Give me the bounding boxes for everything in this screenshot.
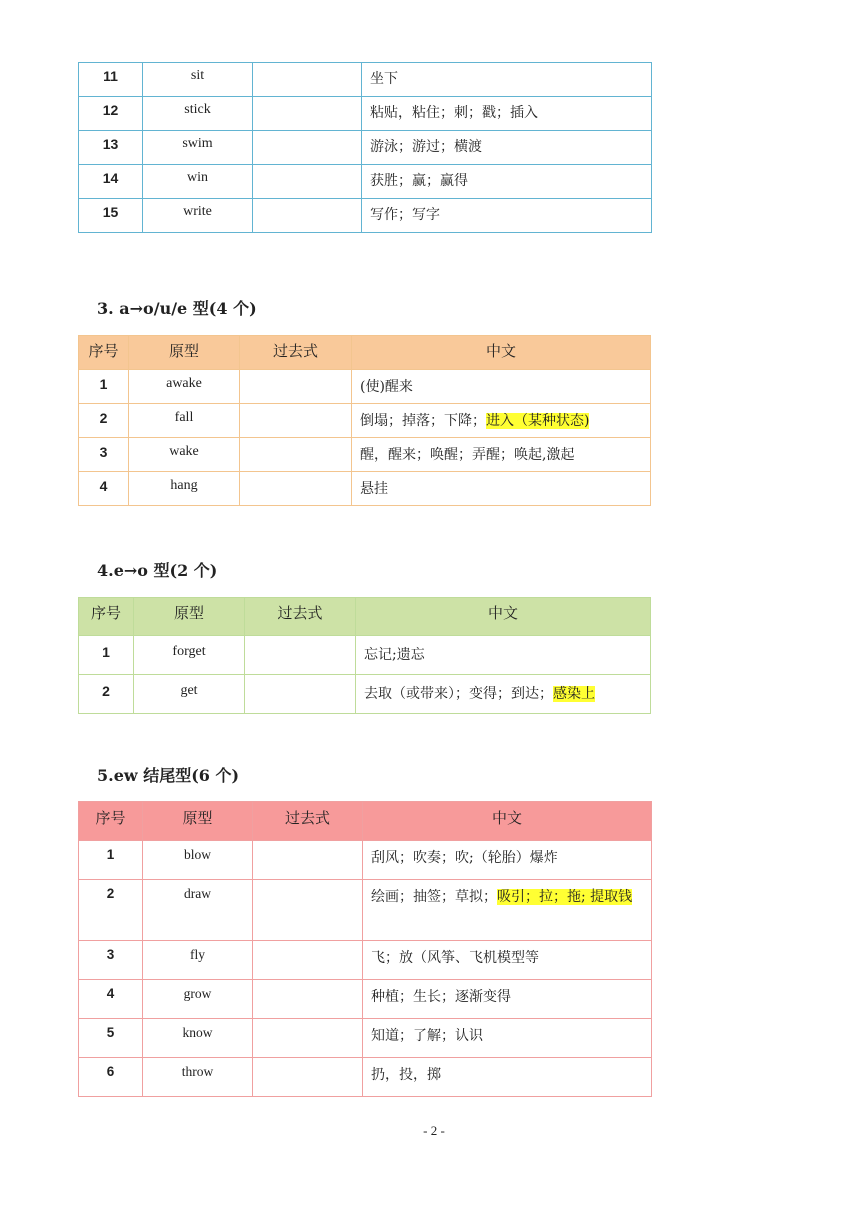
meaning-text: 倒塌；掉落；下降；: [360, 413, 486, 429]
table-row: [79, 370, 651, 404]
row-number: 2: [79, 675, 134, 714]
base-form: wake: [129, 438, 240, 472]
past-tense: [253, 980, 363, 1019]
column-header: 中文: [363, 802, 652, 841]
table-row: [79, 404, 651, 438]
section-title-3: 3. a→o/u/e 型(4 个): [97, 299, 257, 318]
base-form: write: [143, 199, 253, 233]
base-form: hang: [129, 472, 240, 506]
base-form: win: [143, 165, 253, 199]
table-row: [79, 165, 652, 199]
section-title-4: 4.e→o 型(2 个): [97, 561, 218, 580]
chinese-meaning: [363, 1058, 652, 1097]
base-form: know: [143, 1019, 253, 1058]
chinese-meaning: [352, 370, 651, 404]
row-number: 1: [79, 636, 134, 675]
column-header: 过去式: [245, 598, 356, 636]
column-header: 原型: [129, 336, 240, 370]
table-row: [79, 636, 651, 675]
column-header: 原型: [134, 598, 245, 636]
past-tense: [253, 880, 363, 941]
row-number: 2: [79, 880, 143, 941]
base-form: grow: [143, 980, 253, 1019]
base-form: sit: [143, 63, 253, 97]
meaning-text: 坐下: [370, 71, 398, 87]
table-row: [79, 199, 652, 233]
meaning-text: 种植；生长；逐渐变得: [371, 989, 511, 1005]
base-form: forget: [134, 636, 245, 675]
meaning-text: 醒，醒来；唤醒；弄醒；唤起,激起: [360, 447, 575, 463]
chinese-meaning: [352, 404, 651, 438]
base-form: awake: [129, 370, 240, 404]
past-tense: [253, 841, 363, 880]
row-number: 3: [79, 438, 129, 472]
row-number: 13: [79, 131, 143, 165]
row-number: 11: [79, 63, 143, 97]
section-title-5: 5.ew 结尾型(6 个): [97, 766, 240, 785]
base-form: draw: [143, 880, 253, 941]
past-tense: [240, 472, 352, 506]
meaning-text: 获胜；赢；赢得: [370, 173, 468, 189]
meaning-highlight: 感染上: [553, 686, 595, 702]
table-body: [79, 598, 651, 714]
table-row: [79, 880, 652, 941]
row-number: 5: [79, 1019, 143, 1058]
column-header: 中文: [352, 336, 651, 370]
row-number: 1: [79, 841, 143, 880]
row-number: 4: [79, 980, 143, 1019]
verb-table-a-to-o-u-e: [78, 335, 651, 506]
table-row: [79, 980, 652, 1019]
verb-table-continued: [78, 62, 652, 233]
column-header: 中文: [356, 598, 651, 636]
meaning-text: 绘画；抽签；草拟；: [371, 889, 497, 905]
table-row: [79, 841, 652, 880]
meaning-text: 游泳；游过；横渡: [370, 139, 482, 155]
past-tense: [240, 404, 352, 438]
table-row: [79, 63, 652, 97]
row-number: 6: [79, 1058, 143, 1097]
past-tense: [240, 438, 352, 472]
chinese-meaning: [363, 880, 652, 941]
meaning-text: 飞；放（风筝、飞机模型等: [371, 950, 539, 966]
meaning-text: 写作；写字: [370, 207, 440, 223]
column-header: 序号: [79, 336, 129, 370]
table-row: [79, 97, 652, 131]
table-header-row: [79, 336, 651, 370]
base-form: swim: [143, 131, 253, 165]
column-header: 过去式: [253, 802, 363, 841]
table-row: [79, 472, 651, 506]
past-tense: [245, 636, 356, 675]
chinese-meaning: [352, 472, 651, 506]
meaning-text: 粘贴，粘住；刺；戳；插入: [370, 105, 538, 121]
meaning-text: 去取（或带来）；变得；到达；: [364, 686, 553, 702]
meaning-text: (使)醒来: [360, 379, 413, 395]
past-tense: [253, 1058, 363, 1097]
row-number: 14: [79, 165, 143, 199]
chinese-meaning: [352, 438, 651, 472]
row-number: 3: [79, 941, 143, 980]
column-header: 原型: [143, 802, 253, 841]
base-form: throw: [143, 1058, 253, 1097]
past-tense: [253, 165, 362, 199]
table-body: [79, 802, 652, 1097]
meaning-text: 扔，投，掷: [371, 1067, 441, 1083]
chinese-meaning: [362, 165, 652, 199]
past-tense: [253, 97, 362, 131]
chinese-meaning: [363, 941, 652, 980]
table-row: [79, 438, 651, 472]
meaning-highlight: 吸引；拉；拖; 提取钱: [497, 889, 633, 905]
table-row: [79, 1058, 652, 1097]
table-header-row: [79, 802, 652, 841]
column-header: 序号: [79, 598, 134, 636]
meaning-text: 悬挂: [360, 481, 388, 497]
column-header: 过去式: [240, 336, 352, 370]
chinese-meaning: [363, 980, 652, 1019]
meaning-highlight: 进入（某种状态): [486, 413, 590, 429]
chinese-meaning: [356, 636, 651, 675]
row-number: 4: [79, 472, 129, 506]
chinese-meaning: [363, 841, 652, 880]
row-number: 1: [79, 370, 129, 404]
verb-table-ew-ending: [78, 801, 652, 1097]
table-row: [79, 1019, 652, 1058]
table-row: [79, 675, 651, 714]
chinese-meaning: [356, 675, 651, 714]
past-tense: [253, 199, 362, 233]
meaning-text: 知道；了解；认识: [371, 1028, 483, 1044]
chinese-meaning: [362, 63, 652, 97]
past-tense: [245, 675, 356, 714]
chinese-meaning: [363, 1019, 652, 1058]
base-form: get: [134, 675, 245, 714]
table-header-row: [79, 598, 651, 636]
base-form: fall: [129, 404, 240, 438]
base-form: blow: [143, 841, 253, 880]
row-number: 15: [79, 199, 143, 233]
base-form: stick: [143, 97, 253, 131]
base-form: fly: [143, 941, 253, 980]
chinese-meaning: [362, 97, 652, 131]
table-body: [79, 63, 652, 233]
page-number: - 2 -: [423, 1123, 445, 1138]
past-tense: [253, 941, 363, 980]
column-header: 序号: [79, 802, 143, 841]
past-tense: [240, 370, 352, 404]
table-row: [79, 131, 652, 165]
row-number: 12: [79, 97, 143, 131]
row-number: 2: [79, 404, 129, 438]
chinese-meaning: [362, 131, 652, 165]
past-tense: [253, 63, 362, 97]
verb-table-e-to-o: [78, 597, 651, 714]
meaning-text: 忘记;遗忘: [364, 647, 425, 663]
table-body: [79, 336, 651, 506]
past-tense: [253, 131, 362, 165]
past-tense: [253, 1019, 363, 1058]
chinese-meaning: [362, 199, 652, 233]
meaning-text: 刮风；吹奏；吹;（轮胎）爆炸: [371, 850, 558, 866]
table-row: [79, 941, 652, 980]
